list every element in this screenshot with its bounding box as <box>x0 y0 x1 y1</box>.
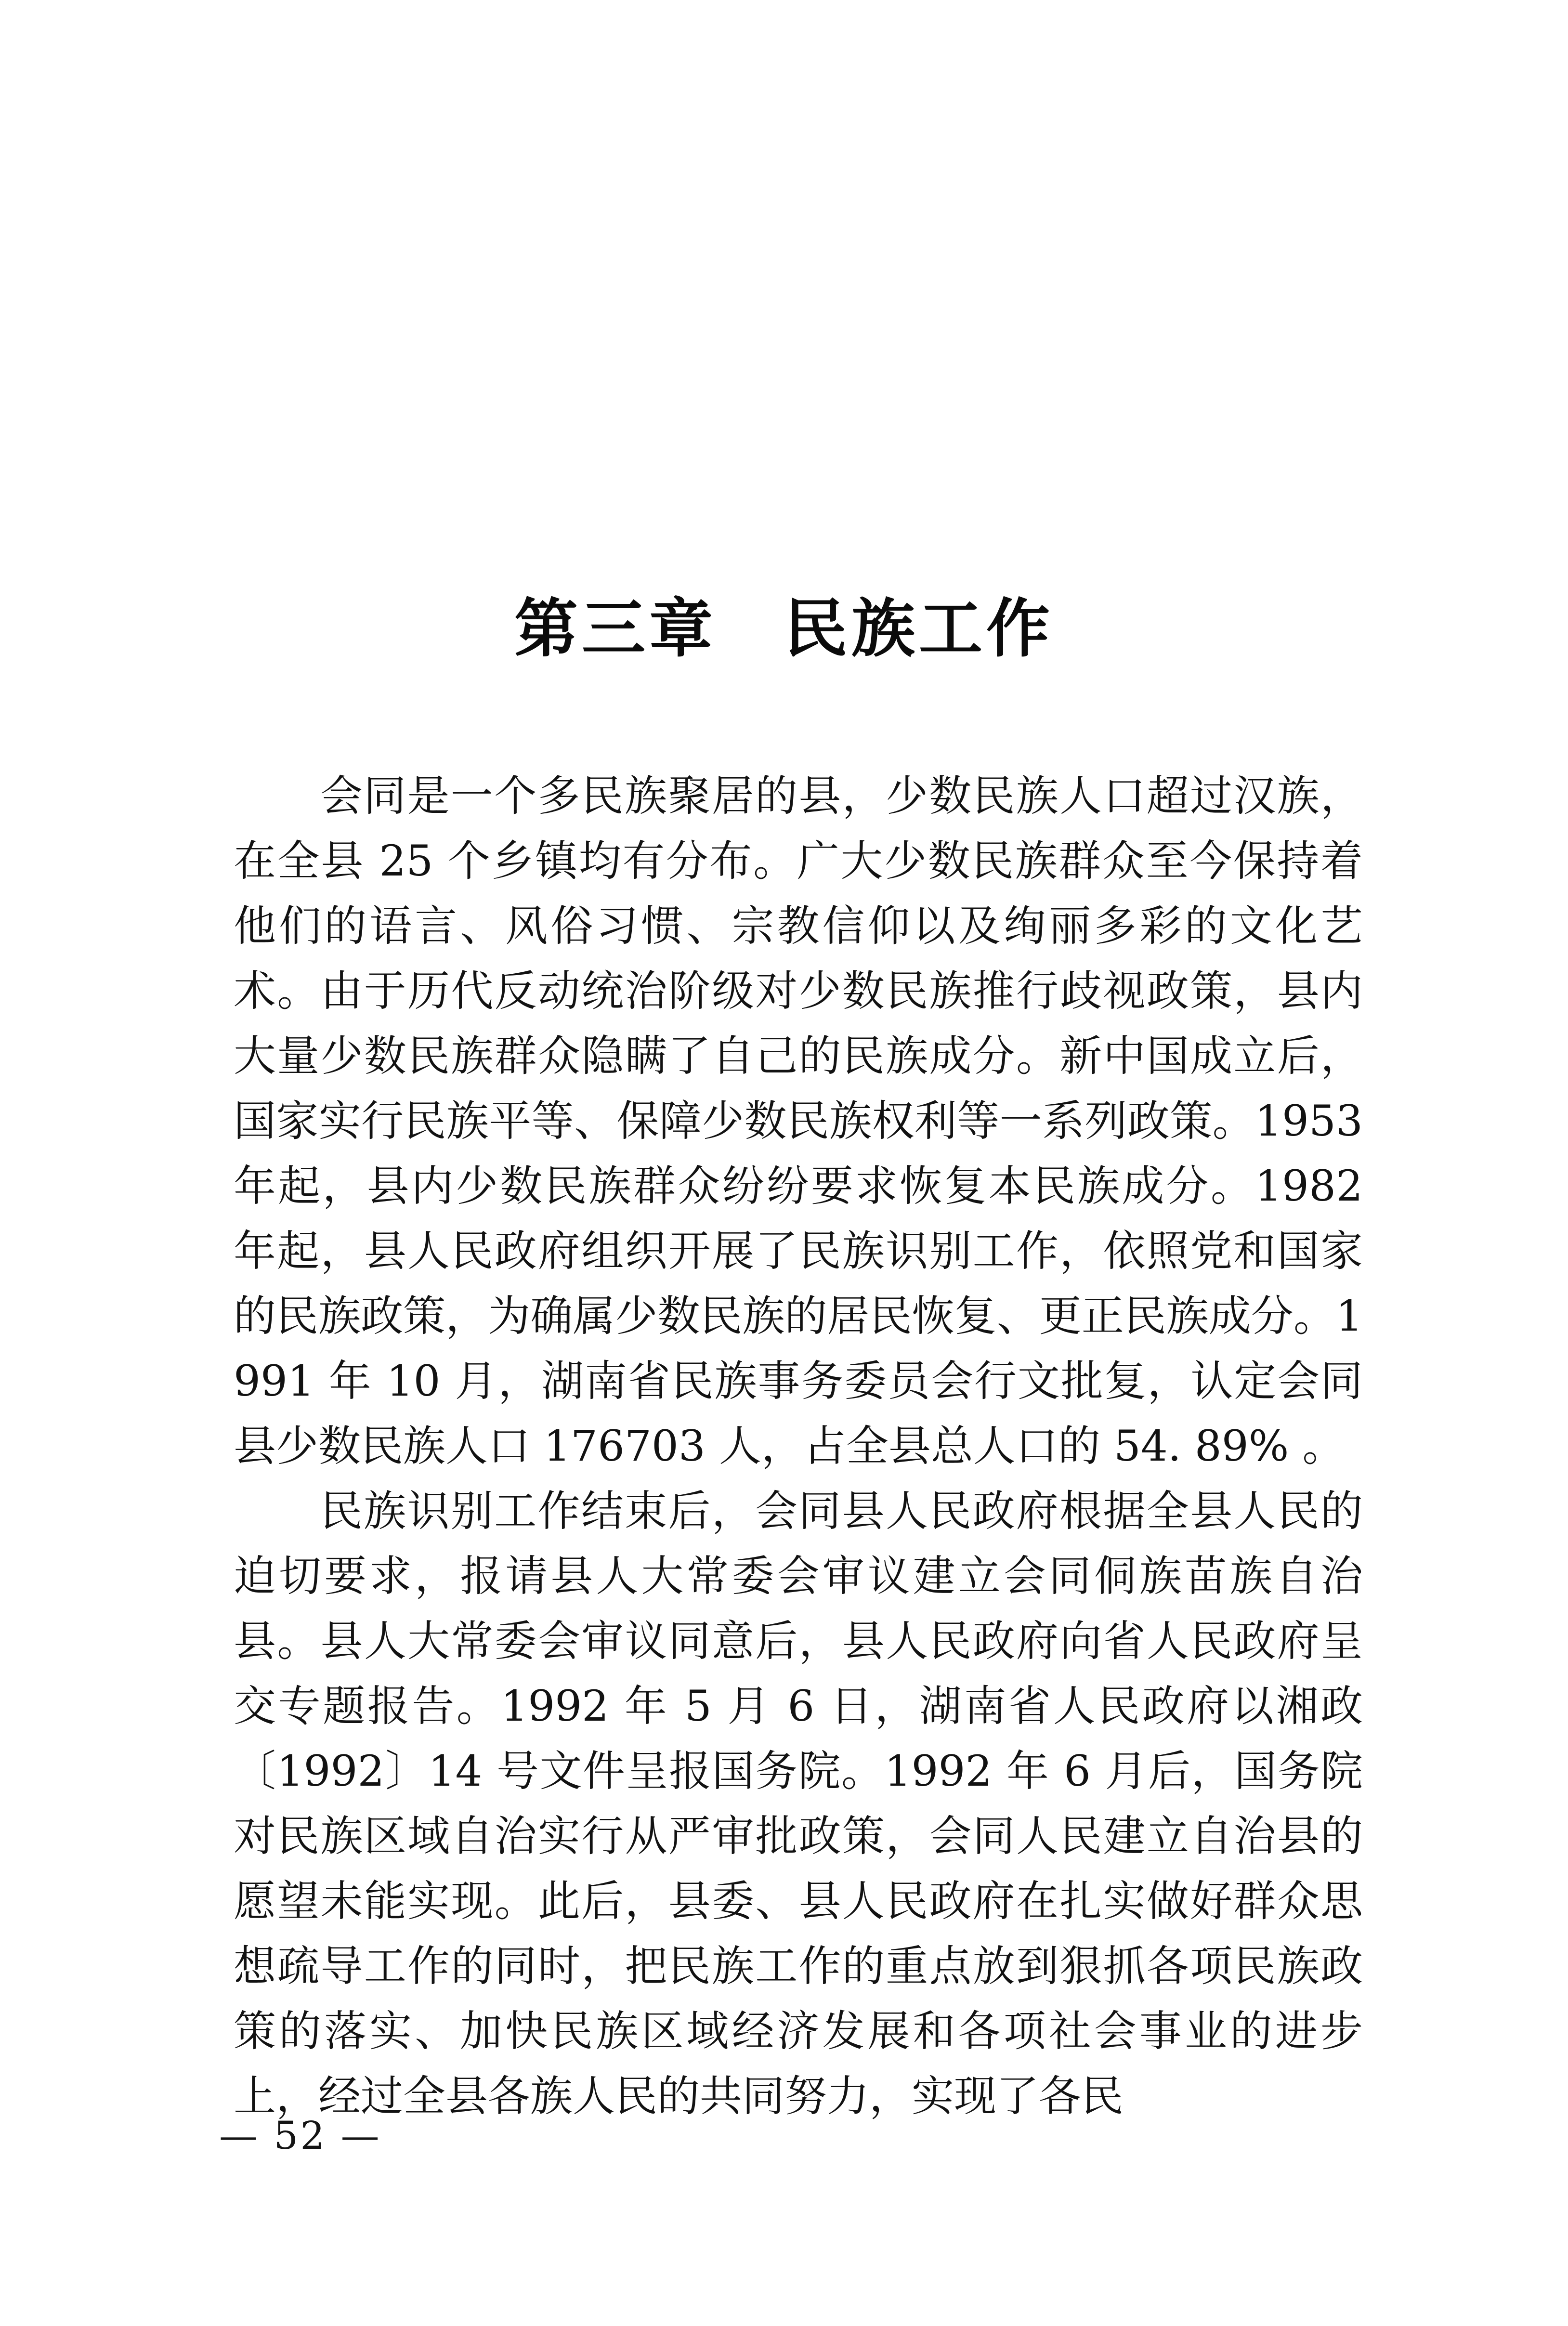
body-paragraph: 会同是一个多民族聚居的县，少数民族人口超过汉族，在全县 25 个乡镇均有分布。广大少数民族群众至今保持着他们的语言、风俗习惯、宗教信仰以及绚丽多彩的文化艺术。由于历代反动统治阶级对少数民族推行歧视政策，县内大量少数民族群众隐瞒了自己的民族成分。新中国成立后，国家实行民族平等、保障少数民族权利等一系列政策。1953 年起，县内少数民族群众纷纷要求恢复本民族成分。1982 年起，县人民政府组织开展了民族识别工作，依照党和国家的民族政策，为确属少数民族的居民恢复、更正民族成分。1991 年 10 月，湖南省民族事务委员会行文批复，认定会同县少数民族人口 176703 人，占全县总人口的 54. 89% 。 <box>234 771 1363 1471</box>
body-text-block <box>234 763 1363 2129</box>
body-paragraph: 民族识别工作结束后，会同县人民政府根据全县人民的迫切要求，报请县人大常委会审议建立会同侗族苗族自治县。县人大常委会审议同意后，县人民政府向省人民政府呈交专题报告。1992 年 5 月 6 日，湖南省人民政府以湘政〔1992〕14 号文件呈报国务院。1992 年 6 月后，国务院对民族区域自治实行从严审批政策，会同人民建立自治县的愿望未能实现。此后，县委、县人民政府在扎实做好群众思想疏导工作的同时，把民族工作的重点放到狠抓各项民族政策的落实、加快民族区域经济发展和各项社会事业的进步上，经过全县各族人民的共同努力，实现了各民 <box>234 1486 1363 2121</box>
chapter-title: 第三章 民族工作 <box>514 591 1054 666</box>
page-number: — 52 — <box>219 2113 381 2158</box>
